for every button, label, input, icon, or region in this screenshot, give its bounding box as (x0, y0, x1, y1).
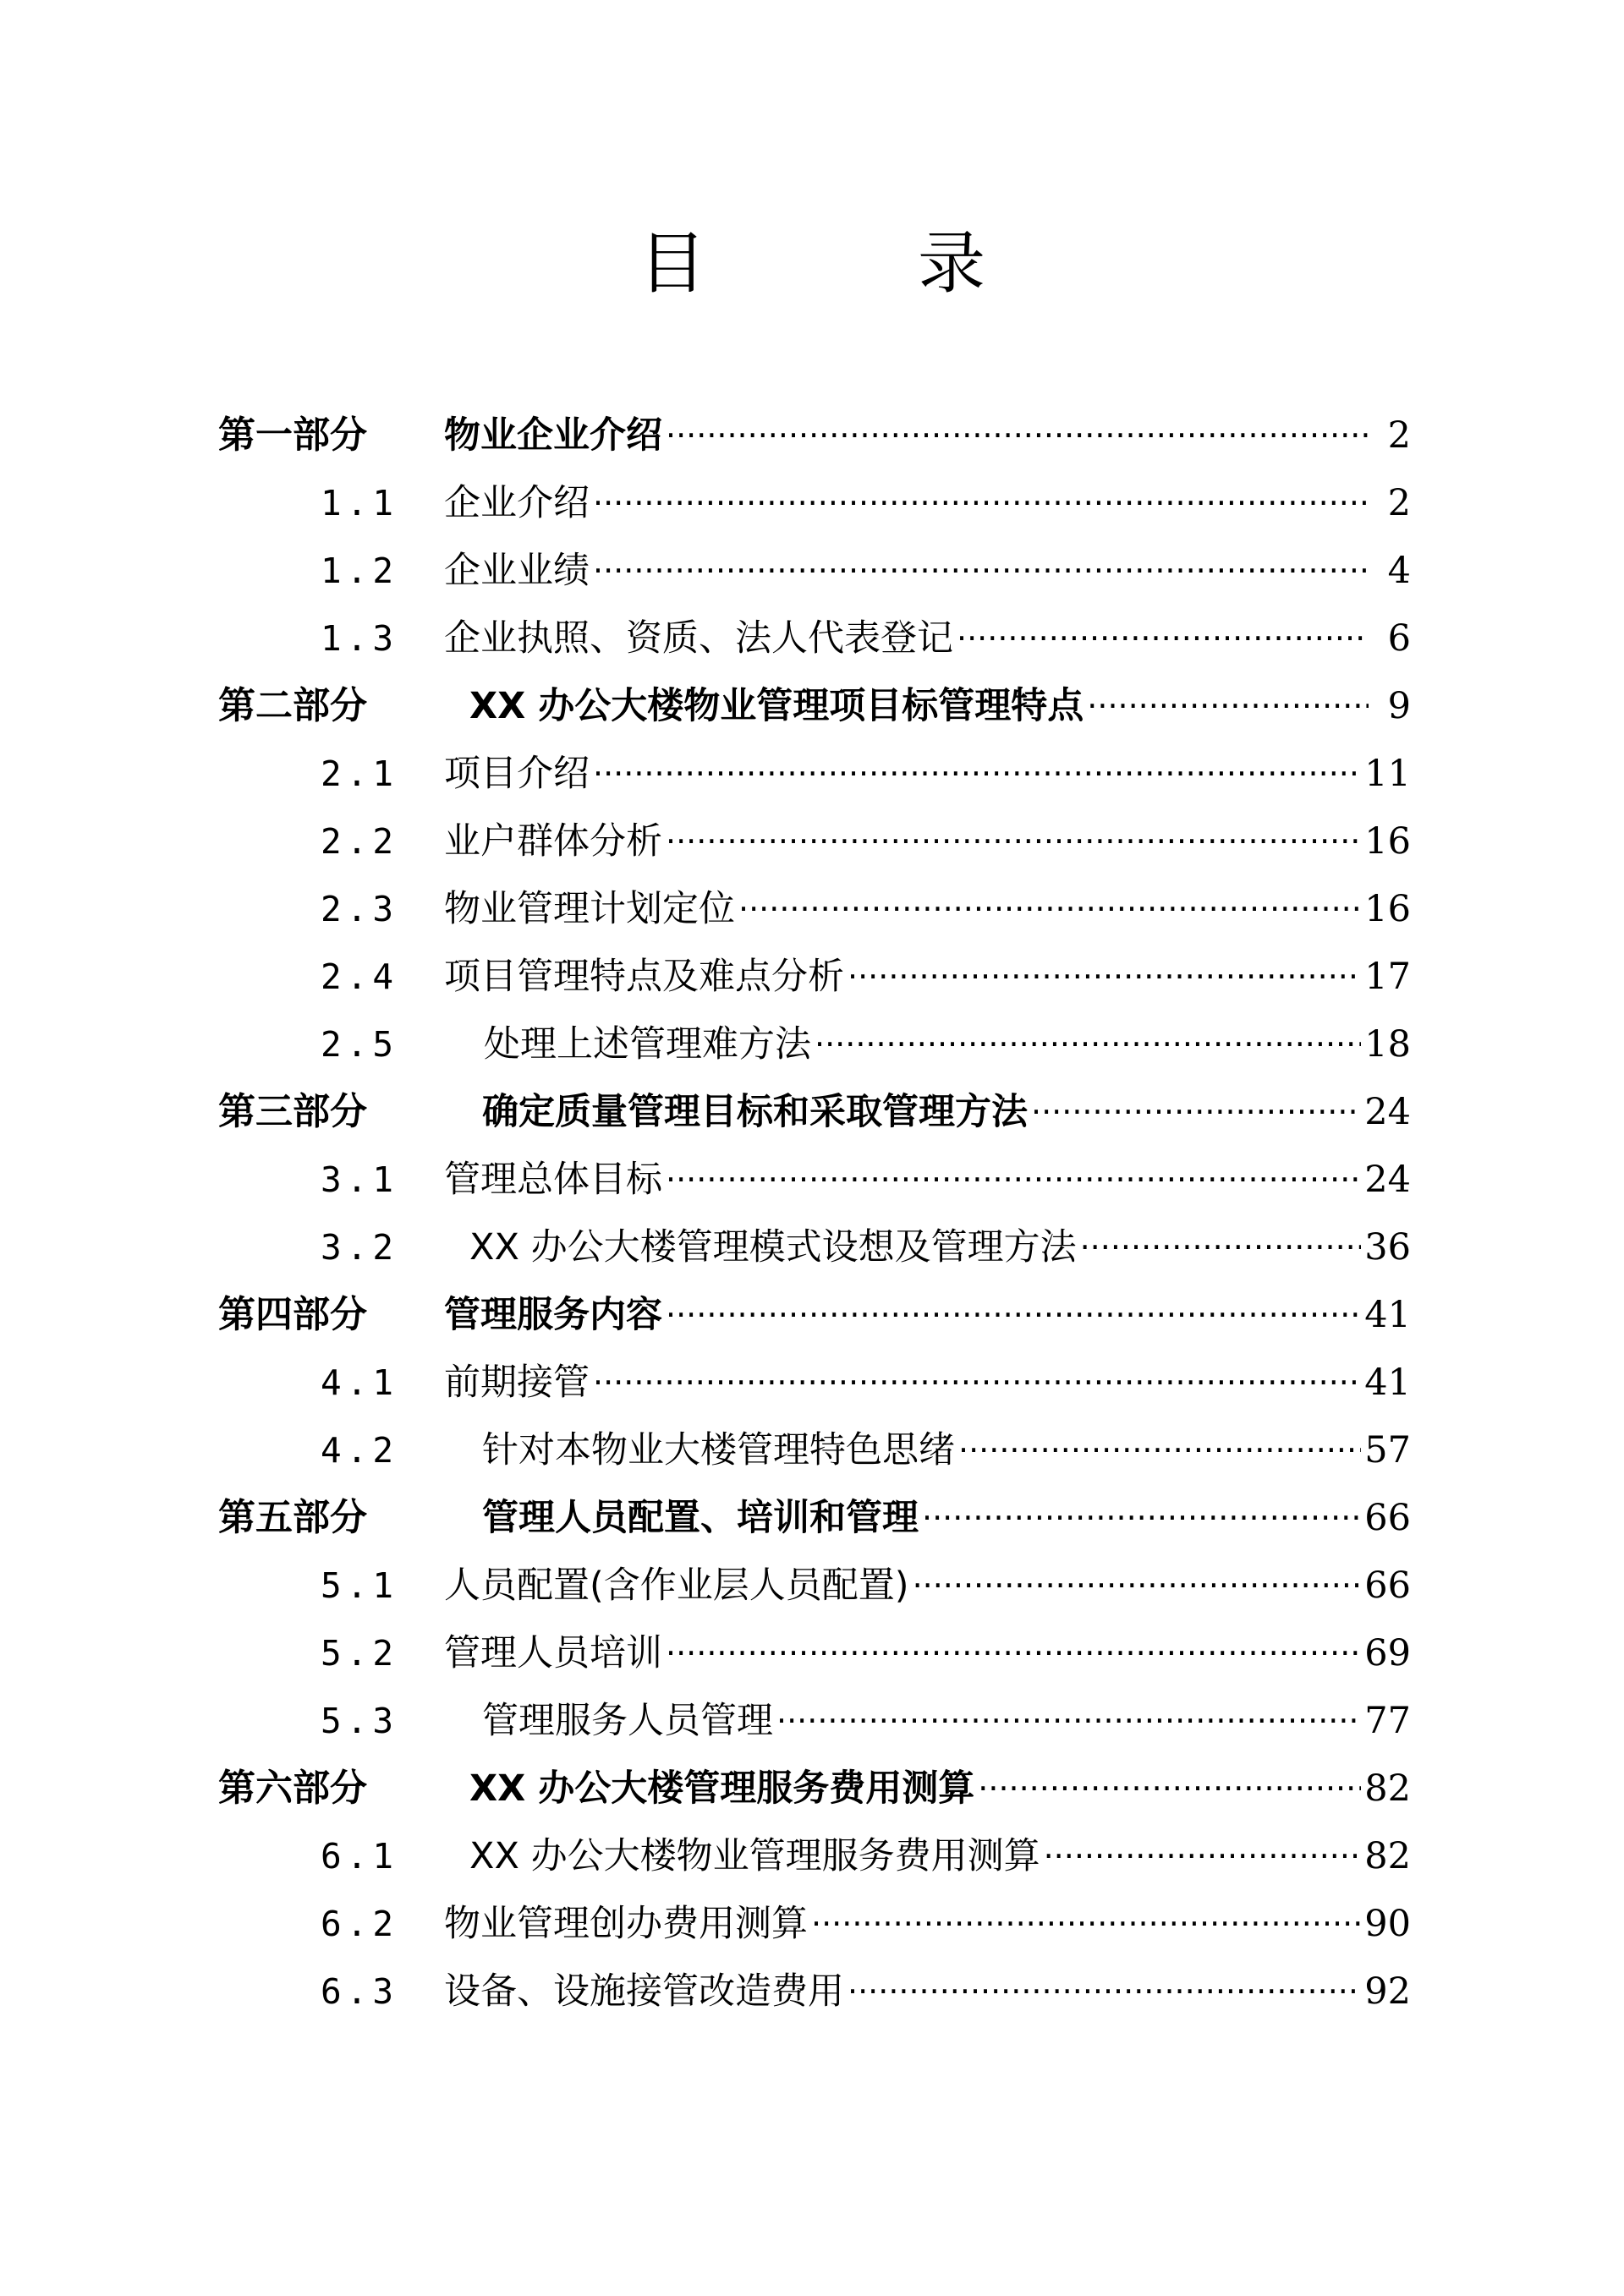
toc-entry-number: 2.4 (321, 956, 399, 997)
toc-entry-page-number: 24 (1364, 1091, 1411, 1133)
toc-entry-line (444, 1349, 1411, 1417)
toc-entry-page-number: 16 (1364, 888, 1411, 930)
toc-entry[interactable] (0, 1619, 1624, 1687)
toc-entry[interactable] (0, 1349, 1624, 1417)
toc-entry[interactable] (0, 943, 1624, 1011)
dot-leader (978, 1755, 1361, 1822)
toc-entry-line (444, 1281, 1411, 1349)
dot-leader (593, 1349, 1361, 1417)
toc-entry-line (484, 1011, 1411, 1078)
toc-entry-number: 第二部分 (218, 684, 367, 727)
toc-entry-page-number: 2 (1387, 482, 1411, 524)
toc-entry[interactable] (0, 1822, 1624, 1890)
toc-entry-line (444, 469, 1411, 537)
toc-entry-page-number: 4 (1387, 550, 1411, 592)
toc-entry-page-number: 36 (1364, 1226, 1411, 1269)
toc-entry-number: 4.2 (321, 1430, 399, 1471)
toc-entry-title: 前期接管 (444, 1349, 590, 1417)
toc-entry-number: 5.1 (321, 1565, 399, 1606)
toc-entry-page-number: 66 (1364, 1564, 1411, 1607)
toc-entry-line (482, 1687, 1411, 1755)
dot-leader (922, 1484, 1361, 1552)
title-char-1: 目 (639, 224, 706, 303)
toc-entry-number: 2.2 (321, 821, 399, 862)
dot-leader (666, 1146, 1361, 1214)
toc-entry-title: 项目介绍 (444, 740, 590, 808)
toc-entry-title: 确定质量管理目标和采取管理方法 (482, 1078, 1028, 1146)
toc-entry-number: 3.1 (321, 1159, 399, 1200)
toc-entry-number: 1.3 (321, 618, 399, 659)
toc-entry-page-number: 41 (1364, 1362, 1411, 1404)
toc-entry-line (469, 672, 1411, 740)
dot-leader (815, 1011, 1361, 1078)
toc-entry-number: 3.2 (321, 1227, 399, 1268)
toc-entry-number: 2.1 (321, 753, 399, 794)
toc-entry-number: 2.5 (321, 1024, 399, 1065)
toc-entry-number: 第一部分 (218, 414, 367, 457)
toc-entry-page-number: 6 (1387, 617, 1411, 660)
toc-entry-number: 第六部分 (218, 1767, 367, 1810)
dot-leader (913, 1552, 1362, 1619)
toc-entry-line (444, 808, 1411, 875)
toc-entry-title: XX 办公大楼物业管理项目标管理特点 (469, 672, 1084, 740)
toc-entry-page-number: 82 (1364, 1767, 1411, 1810)
toc-entry-number: 2.3 (321, 889, 399, 929)
toc-entry-page-number: 9 (1387, 685, 1411, 727)
toc-entry-line (444, 537, 1411, 605)
toc-entry-line (444, 1619, 1411, 1687)
toc-entry-page-number: 82 (1364, 1835, 1411, 1877)
dot-leader (1087, 672, 1369, 740)
dot-leader (666, 402, 1369, 469)
toc-entry[interactable] (0, 740, 1624, 808)
toc-entry-line (469, 1755, 1411, 1822)
toc-entry-line (469, 1822, 1411, 1890)
toc-entry-page-number: 77 (1364, 1700, 1411, 1742)
toc-entry-title: 管理服务内容 (444, 1281, 662, 1349)
toc-entry[interactable] (0, 402, 1624, 469)
toc-entry-page-number: 90 (1364, 1903, 1411, 1945)
toc-entry-line (482, 1078, 1411, 1146)
toc-entry[interactable] (0, 1214, 1624, 1281)
toc-entry[interactable] (0, 1552, 1624, 1619)
toc-entry-line (482, 1484, 1411, 1552)
dot-leader (1080, 1214, 1362, 1281)
toc-entry-page-number: 41 (1364, 1294, 1411, 1336)
toc-entry-title: XX 办公大楼管理模式设想及管理方法 (469, 1214, 1077, 1281)
toc-entry-number: 第三部分 (218, 1090, 367, 1133)
toc-entry-title: XX 办公大楼物业管理服务费用测算 (469, 1822, 1040, 1890)
dot-leader (666, 808, 1361, 875)
dot-leader (776, 1687, 1361, 1755)
toc-entry-line (444, 740, 1411, 808)
toc-entry-title: 人员配置(含作业层人员配置) (444, 1552, 909, 1619)
toc-entry-title: 管理服务人员管理 (482, 1687, 773, 1755)
toc-entry-number: 第五部分 (218, 1496, 367, 1539)
toc-entry-line (444, 605, 1411, 672)
toc-entry-title: 企业介绍 (444, 469, 590, 537)
toc-entry[interactable] (0, 1146, 1624, 1214)
dot-leader (958, 1417, 1361, 1484)
toc-entry[interactable] (0, 469, 1624, 537)
dot-leader (593, 469, 1369, 537)
toc-entry-page-number: 18 (1364, 1023, 1411, 1066)
dot-leader (593, 537, 1369, 605)
page-title (0, 222, 1624, 306)
toc-entry[interactable] (0, 1417, 1624, 1484)
toc-entry[interactable] (0, 672, 1624, 740)
toc-entry-number: 6.1 (321, 1836, 399, 1877)
toc-entry-page-number: 69 (1364, 1632, 1411, 1674)
toc-entry-title: 企业业绩 (444, 537, 590, 605)
toc-entry-number: 第四部分 (218, 1293, 367, 1336)
toc-entry-title: 设备、设施接管改造费用 (444, 1958, 844, 2025)
toc-entry-number: 1.2 (321, 551, 399, 591)
toc-entry[interactable] (0, 875, 1624, 943)
toc-entry-line (444, 943, 1411, 1011)
dot-leader (738, 875, 1361, 943)
toc-entry-page-number: 11 (1364, 753, 1411, 795)
toc-entry[interactable] (0, 1890, 1624, 1958)
toc-entry[interactable] (0, 808, 1624, 875)
toc-entry-number: 6.3 (321, 1971, 399, 2012)
toc-entry[interactable] (0, 1958, 1624, 2025)
toc-entry-page-number: 17 (1364, 956, 1411, 998)
dot-leader (1044, 1822, 1362, 1890)
toc-entry-line (444, 1146, 1411, 1214)
toc-entry-number: 5.2 (321, 1633, 399, 1674)
toc-entry-title: XX 办公大楼管理服务费用测算 (469, 1755, 974, 1822)
toc-entry[interactable] (0, 1484, 1624, 1552)
toc-entry-title: 物业管理计划定位 (444, 875, 735, 943)
toc-entry[interactable] (0, 1011, 1624, 1078)
toc-entry-page-number: 66 (1364, 1497, 1411, 1539)
toc-entry-title: 处理上述管理难方法 (484, 1011, 811, 1078)
toc-entry-title: 企业执照、资质、法人代表登记 (444, 605, 953, 672)
dot-leader (957, 605, 1369, 672)
toc-entry[interactable] (0, 605, 1624, 672)
toc-entry[interactable] (0, 1755, 1624, 1822)
toc-entry-page-number: 24 (1364, 1159, 1411, 1201)
toc-entry-number: 1.1 (321, 483, 399, 523)
toc-entry-number: 6.2 (321, 1904, 399, 1944)
toc-entry-line (444, 1552, 1411, 1619)
toc-entry[interactable] (0, 537, 1624, 605)
toc-entry[interactable] (0, 1281, 1624, 1349)
dot-leader (666, 1281, 1361, 1349)
dot-leader (666, 1619, 1361, 1687)
toc-entry[interactable] (0, 1687, 1624, 1755)
toc-entry-line (444, 1890, 1411, 1958)
toc-entry-title: 管理人员培训 (444, 1619, 662, 1687)
toc-entry-line (444, 875, 1411, 943)
toc-entry-line (469, 1214, 1411, 1281)
toc-entry-page-number: 2 (1387, 414, 1411, 457)
dot-leader (811, 1890, 1361, 1958)
toc-entry[interactable] (0, 1078, 1624, 1146)
dot-leader (1031, 1078, 1361, 1146)
dot-leader (848, 943, 1361, 1011)
toc-entry-title: 项目管理特点及难点分析 (444, 943, 844, 1011)
toc-entry-page-number: 16 (1364, 820, 1411, 863)
toc-entry-title: 物业企业介绍 (444, 402, 662, 469)
title-char-2: 录 (918, 224, 985, 303)
toc-entry-line (482, 1417, 1411, 1484)
toc-entry-title: 针对本物业大楼管理特色思绪 (482, 1417, 955, 1484)
toc-entry-number: 4.1 (321, 1362, 399, 1403)
toc-entry-page-number: 57 (1364, 1429, 1411, 1471)
toc-entry-title: 业户群体分析 (444, 808, 662, 875)
toc-entry-line (444, 1958, 1411, 2025)
toc-entry-number: 5.3 (321, 1701, 399, 1741)
toc-entry-page-number: 92 (1364, 1970, 1411, 2013)
toc-entry-line (444, 402, 1411, 469)
dot-leader (593, 740, 1361, 808)
toc-entry-title: 管理总体目标 (444, 1146, 662, 1214)
dot-leader (848, 1958, 1361, 2025)
toc-entry-title: 物业管理创办费用测算 (444, 1890, 808, 1958)
toc-entry-title: 管理人员配置、培训和管理 (482, 1484, 919, 1552)
